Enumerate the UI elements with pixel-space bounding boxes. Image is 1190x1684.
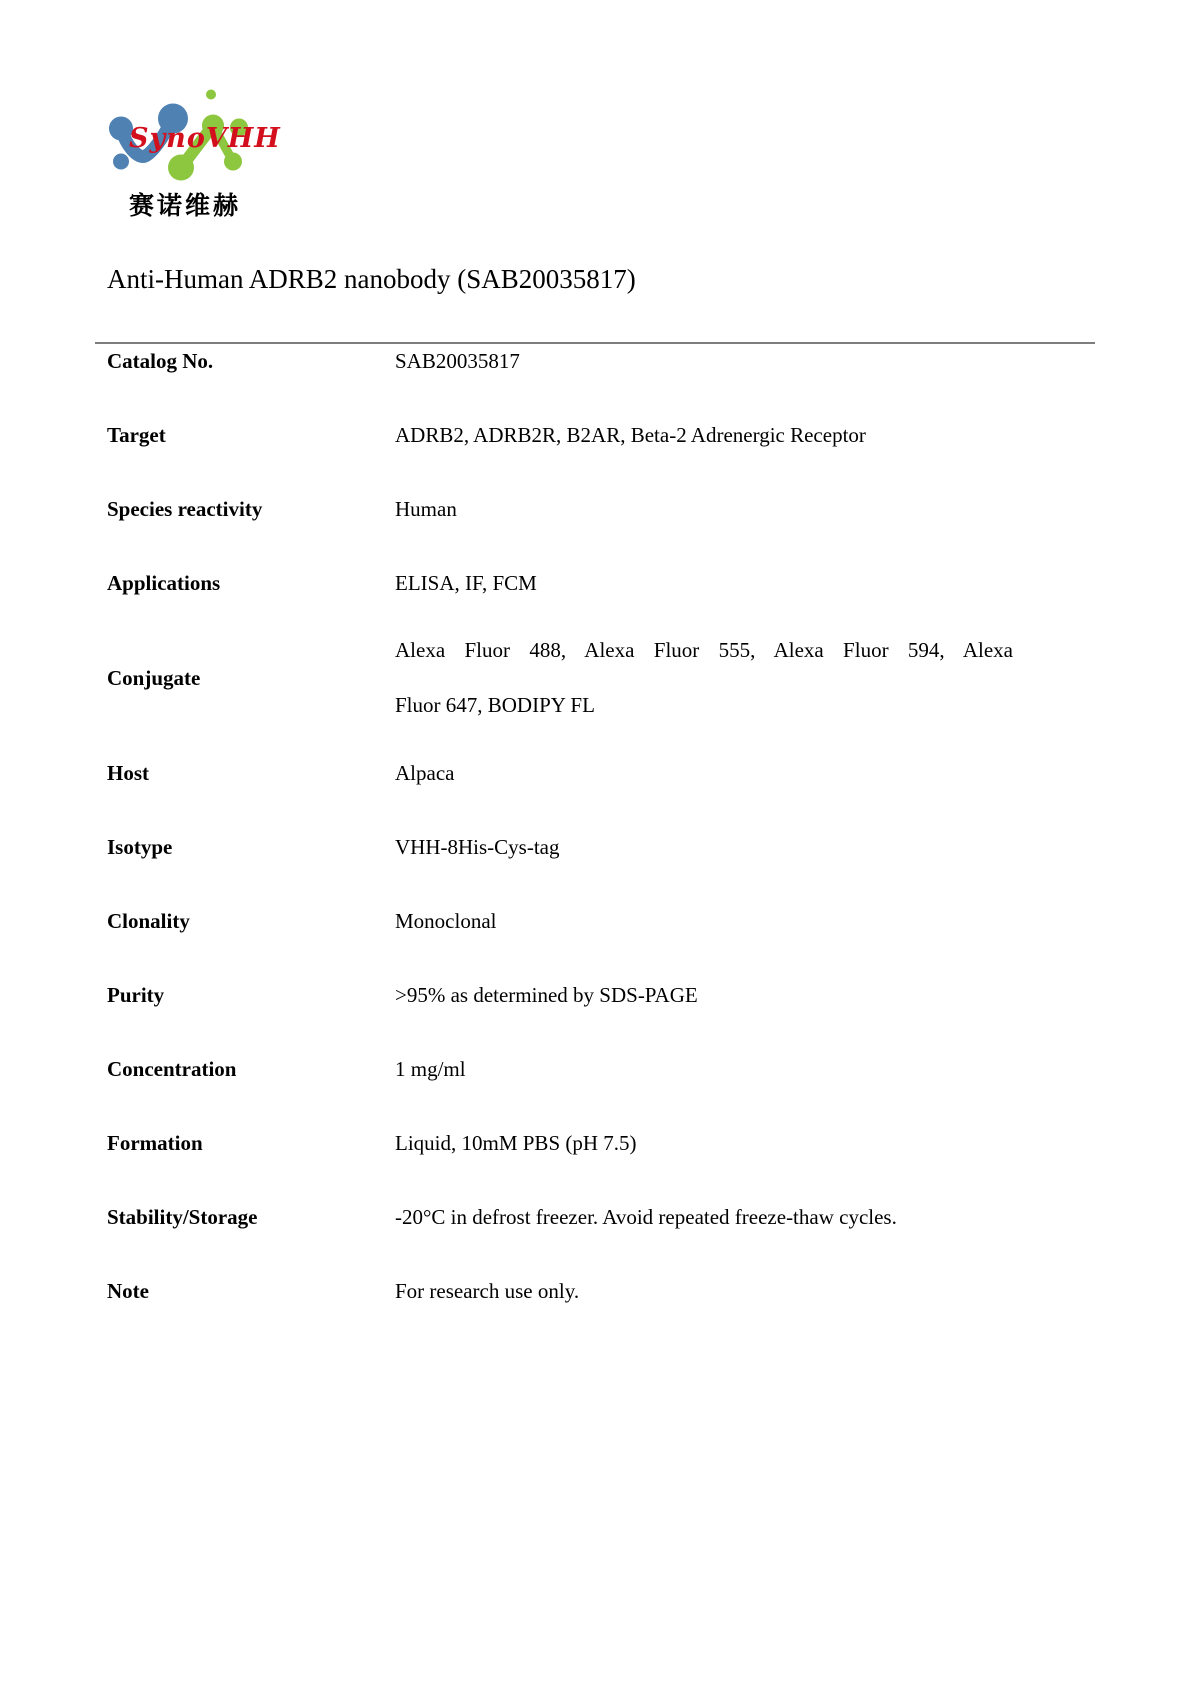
spec-row <box>107 1254 1013 1328</box>
spec-label: Note <box>107 1279 149 1303</box>
spec-row <box>107 324 1013 398</box>
spec-label: Isotype <box>107 835 173 859</box>
spec-value <box>395 623 1013 733</box>
spec-value: Human <box>395 497 457 521</box>
company-logo <box>93 83 281 183</box>
spec-label: Catalog No. <box>107 349 214 373</box>
spec-row <box>107 736 1013 810</box>
spec-label: Species reactivity <box>107 497 263 521</box>
spec-row <box>107 1180 1013 1254</box>
spec-row <box>107 398 1013 472</box>
spec-value-line: Alexa Fluor 488, Alexa Fluor 555, Alexa Fluor 594, Alexa <box>395 638 1013 662</box>
spec-row <box>107 810 1013 884</box>
spec-row <box>107 884 1013 958</box>
spec-label: Clonality <box>107 909 190 933</box>
brand-name-script: SynoVHH <box>129 123 281 154</box>
product-title: Anti-Human ADRB2 nanobody (SAB20035817) <box>107 264 636 294</box>
spec-label: Stability/Storage <box>107 1205 258 1229</box>
spec-row <box>107 1106 1013 1180</box>
spec-row <box>107 620 1013 736</box>
spec-row <box>107 958 1013 1032</box>
brand-name-chinese: 赛诺维赫 <box>129 191 242 220</box>
spec-label: Conjugate <box>107 666 201 690</box>
logo-green-small-dot <box>206 90 216 100</box>
spec-row <box>107 546 1013 620</box>
spec-value: Alpaca <box>395 761 455 785</box>
spec-label: Target <box>107 423 166 447</box>
spec-row <box>107 1032 1013 1106</box>
spec-label: Host <box>107 761 149 785</box>
spec-value-line: Fluor 647, BODIPY FL <box>395 693 595 717</box>
spec-value: Monoclonal <box>395 909 497 933</box>
spec-row <box>107 472 1013 546</box>
spec-label: Applications <box>107 571 221 595</box>
logo-green-bottom-right-blob <box>224 153 242 171</box>
logo-blue-dot <box>113 154 129 170</box>
spec-label: Formation <box>107 1131 203 1155</box>
spec-label: Concentration <box>107 1057 237 1081</box>
spec-value: >95% as determined by SDS-PAGE <box>395 983 698 1007</box>
spec-value: For research use only. <box>395 1279 580 1303</box>
spec-table <box>107 324 1013 1328</box>
spec-value: 1 mg/ml <box>395 1057 466 1081</box>
spec-value: Liquid, 10mM PBS (pH 7.5) <box>395 1131 637 1155</box>
spec-value: VHH-8His-Cys-tag <box>395 835 560 859</box>
spec-value: SAB20035817 <box>395 349 520 373</box>
spec-value: ELISA, IF, FCM <box>395 571 537 595</box>
spec-value: ADRB2, ADRB2R, B2AR, Beta-2 Adrenergic Receptor <box>395 423 866 447</box>
spec-value: -20°C in defrost freezer. Avoid repeated freeze-thaw cycles. <box>395 1205 897 1229</box>
spec-label: Purity <box>107 983 165 1007</box>
